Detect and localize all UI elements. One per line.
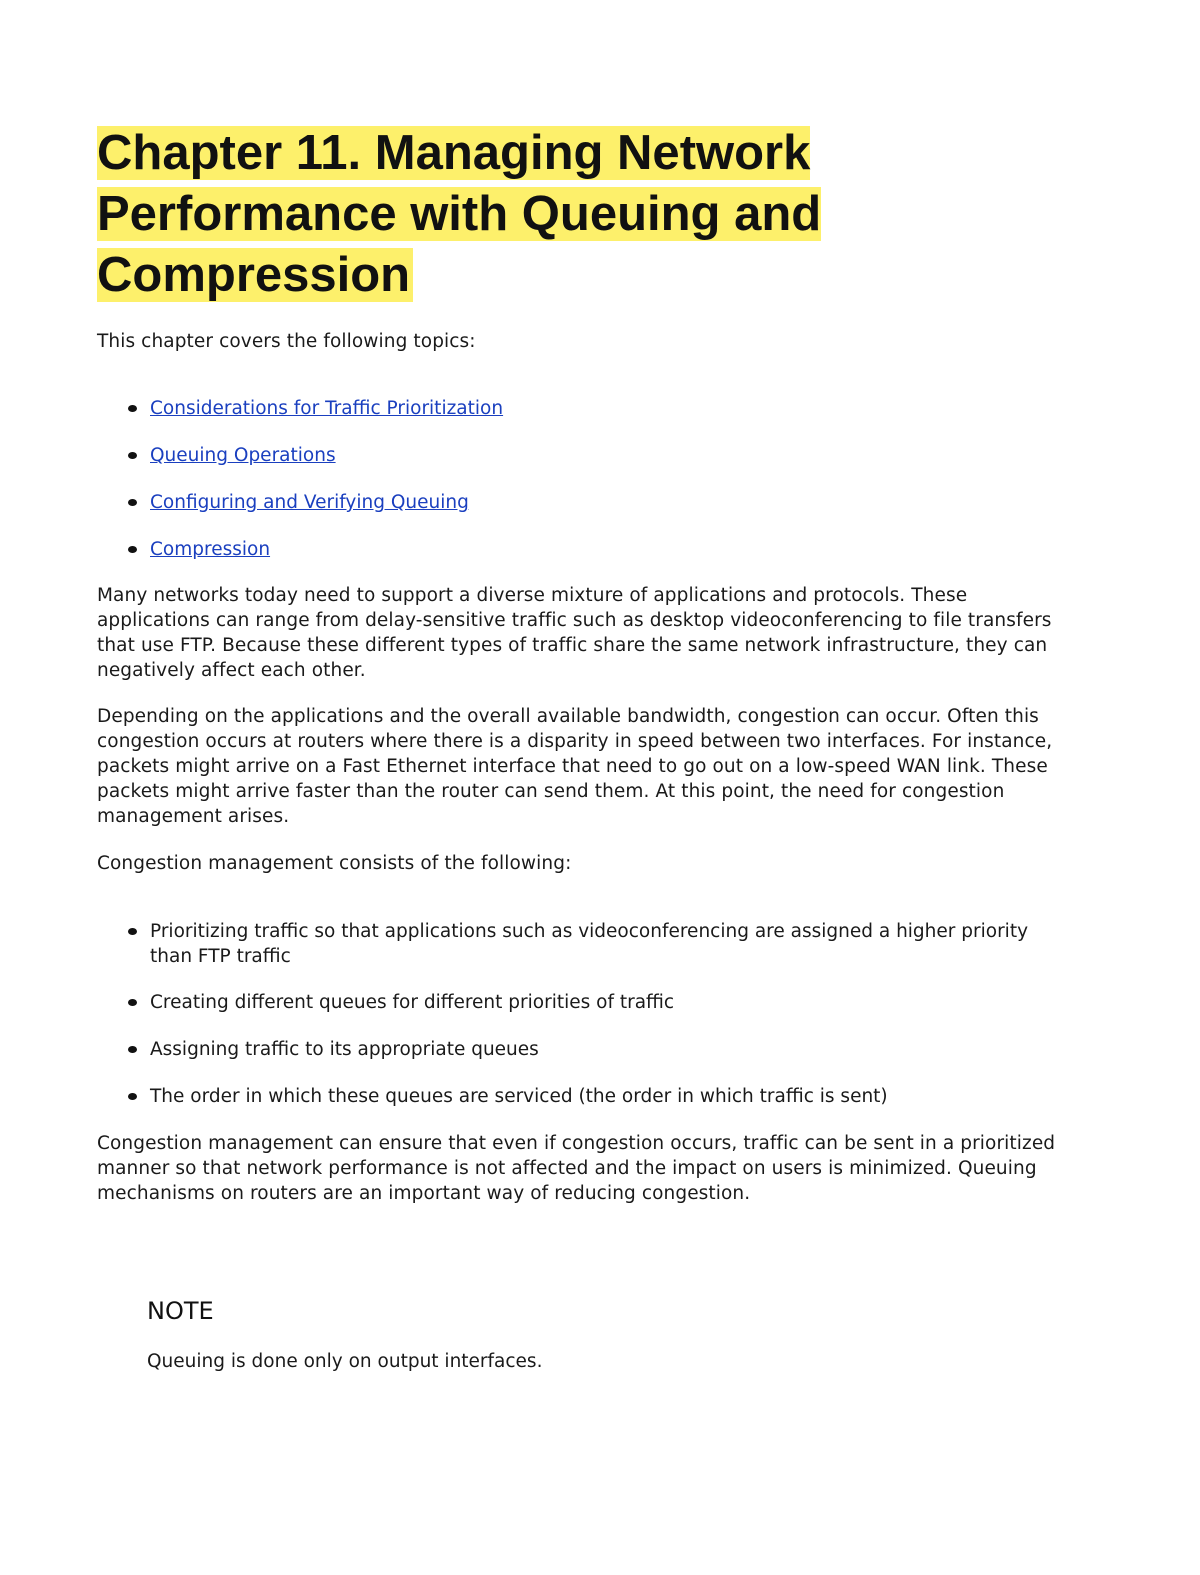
list-item-text: Assigning traffic to its appropriate queues xyxy=(150,1039,539,1060)
chapter-title-text: Chapter 11. Managing Network Performance with Queuing and Compression xyxy=(97,126,822,302)
list-item-text: Creating different queues for different priorities of traffic xyxy=(150,992,675,1013)
paragraph-2: Depending on the applications and the overall available bandwidth, congestion can occur. Often this congestion occurs at routers where there is a disparity in speed between two interfaces. For instance, packets might arrive on a Fast Ethernet interface that need to go out on a low-speed WAN link. These packets might arrive faster than the router can send them. At this point, the need for congestion management arises. xyxy=(97,706,1053,827)
topic-link-compression[interactable]: Compression xyxy=(150,539,271,560)
bullet-icon xyxy=(128,499,137,506)
list-item-text: The order in which these queues are serviced (the order in which traffic is sent) xyxy=(150,1086,888,1107)
list-item xyxy=(97,919,1057,969)
list-item-text: Prioritizing traffic so that applications such as videoconferencing are assigned a higher priority than FTP traffic xyxy=(150,921,1029,967)
topic-link-queuing-operations[interactable]: Queuing Operations xyxy=(150,445,336,466)
chapter-title xyxy=(97,123,917,306)
list-item xyxy=(97,490,1057,515)
bullet-icon xyxy=(128,928,137,935)
list-item xyxy=(97,1037,1057,1062)
bullet-icon xyxy=(128,405,137,412)
note-label: NOTE xyxy=(147,1297,214,1325)
bullet-icon xyxy=(128,1046,137,1053)
topic-link-configuring-verifying-queuing[interactable]: Configuring and Verifying Queuing xyxy=(150,492,469,513)
list-item xyxy=(97,537,1057,562)
bullet-icon xyxy=(128,999,137,1006)
bullet-icon xyxy=(128,452,137,459)
note-text: Queuing is done only on output interfaces. xyxy=(147,1351,543,1372)
list-item xyxy=(97,990,1057,1015)
paragraph-1: Many networks today need to support a diverse mixture of applications and protocols. These applications can range from delay-sensitive traffic such as desktop videoconferencing to file transfers that use FTP. Because these different types of traffic share the same network infrastructure, they can negatively affect each other. xyxy=(97,585,1052,681)
intro-text: This chapter covers the following topics: xyxy=(97,331,476,352)
bullet-icon xyxy=(128,546,137,553)
list-item xyxy=(97,1084,1057,1109)
list-item xyxy=(97,396,1057,421)
bullet-icon xyxy=(128,1093,137,1100)
paragraph-3: Congestion management consists of the following: xyxy=(97,853,572,874)
list-item xyxy=(97,443,1057,468)
paragraph-4: Congestion management can ensure that even if congestion occurs, traffic can be sent in a prioritized manner so that network performance is not affected and the impact on users is minimized. Queuing mechanisms on routers are an important way of reducing congestion. xyxy=(97,1133,1056,1204)
topic-link-traffic-prioritization[interactable]: Considerations for Traffic Prioritization xyxy=(150,398,504,419)
